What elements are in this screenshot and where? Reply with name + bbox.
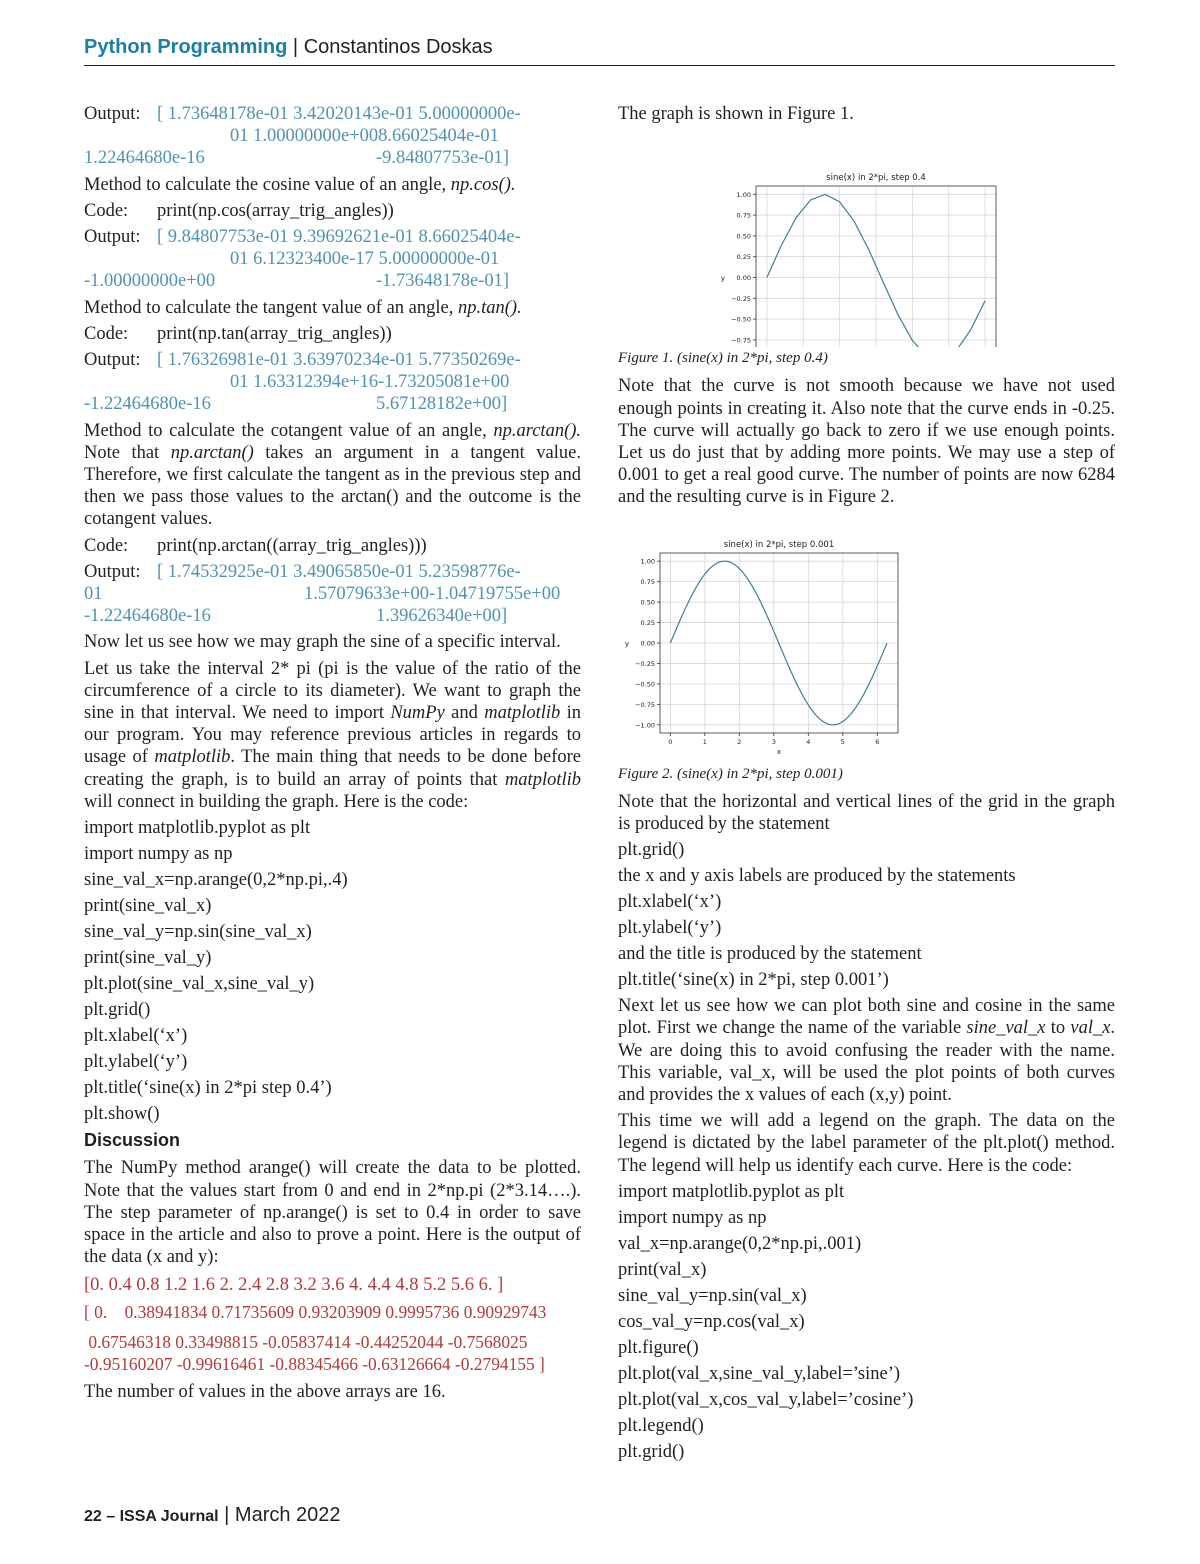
x-tick-label: 0 xyxy=(668,737,673,746)
x-tick-label: 2 xyxy=(737,737,742,746)
y-tick-label: 0.50 xyxy=(640,598,655,607)
y-tick-label: −1.00 xyxy=(635,720,655,729)
left-column xyxy=(84,103,581,1407)
figure-1-caption: Figure 1. (sine(x) in 2*pi, step 0.4) xyxy=(618,350,828,367)
code-line: plt.plot(val_x,cos_val_y,label=’cosine’) xyxy=(618,1389,914,1410)
legend-paragraph: This time we will add a legend on the graph. The data on the legend is dictated by the label parameter of the plt.plot() method. The legend will help us identify each curve. Here is the code: xyxy=(618,1111,1115,1176)
code-line: plt.grid() xyxy=(618,840,685,861)
chart-title: sine(x) in 2*pi, step 0.4 xyxy=(826,173,926,184)
code-line: import numpy as np xyxy=(618,1207,767,1228)
axis-labels-text: the x and y axis labels are produced by the statements xyxy=(618,866,1016,887)
output-block-sine xyxy=(84,103,581,170)
code-line: plt.plot(val_x,sine_val_y,label=’sine’) xyxy=(618,1363,901,1384)
output-line: 01 1.00000000e+008.66025404e-01 xyxy=(230,126,499,147)
code-line: val_x=np.arange(0,2*np.pi,.001) xyxy=(618,1233,862,1254)
code-listing-2 xyxy=(618,1181,1115,1463)
cos-method-text: Method to calculate the cosine value of an angle, np.cos(). xyxy=(84,174,516,195)
code-line: plt.xlabel(‘x’) xyxy=(84,1026,188,1047)
y-tick-label: −0.50 xyxy=(635,680,655,689)
x-axis-label: x xyxy=(776,747,782,755)
code-line: import matplotlib.pyplot as plt xyxy=(84,818,311,839)
y-tick-label: 0.75 xyxy=(736,211,751,220)
y-tick-label: 1.00 xyxy=(640,557,655,566)
output-line: -9.84807753e-01] xyxy=(376,148,510,169)
code-line: plt.title(‘sine(x) in 2*pi step 0.4’) xyxy=(84,1078,332,1099)
x-tick-label: 1 xyxy=(702,737,707,746)
code-line: plt.ylabel(‘y’) xyxy=(618,918,722,939)
figure-1-chart xyxy=(618,129,1115,347)
code-line: cos_val_y=np.cos(val_x) xyxy=(618,1311,805,1332)
tan-method-text: Method to calculate the tangent value of an angle, np.tan(). xyxy=(84,297,522,318)
header-separator: | xyxy=(292,36,299,58)
y-tick-label: 0.50 xyxy=(736,232,751,241)
output-block-tan: Output: [ 1.76326981e-01 3.63970234e-01 5.77350269e- 01 1.63312394e+16-1.73205081e+00 -1.22464680e-16 5.67128182e+00] xyxy=(84,350,521,415)
x-values-output: [0. 0.4 0.8 1.2 1.6 2. 2.4 2.8 3.2 3.6 4. 4.4 4.8 5.2 5.6 6. ] xyxy=(84,1275,504,1296)
curve-note-paragraph: Note that the curve is not smooth because we have not used enough points in creating it. Also note that the curve ends in -0.25. The curve will actually go back to zero if we use enough points. Let us do just that by adding more points. We may use a step of 0.001 to get a real good curve. The number of points are now 6284 and the resulting curve is in Figure 2. xyxy=(618,376,1115,508)
tan-code: Code: print(np.tan(array_trig_angles)) xyxy=(84,323,392,344)
discussion-heading: Discussion xyxy=(84,1130,181,1151)
output-line: [ 1.73648178e-01 3.42020143e-01 5.00000000e- xyxy=(157,104,521,124)
figure-2-caption: Figure 2. (sine(x) in 2*pi, step 0.001) xyxy=(618,765,843,782)
header-section-title: Python Programming xyxy=(84,36,288,58)
code-line: plt.ylabel(‘y’) xyxy=(84,1052,188,1073)
graph-intro: Now let us see how we may graph the sine of a specific interval. xyxy=(84,632,561,653)
y-axis-label: y xyxy=(720,274,726,283)
code-line: plt.grid() xyxy=(84,1000,151,1021)
code-line: plt.grid() xyxy=(618,1441,685,1462)
code-line: sine_val_y=np.sin(val_x) xyxy=(618,1285,807,1306)
y-tick-label: 0.00 xyxy=(640,639,655,648)
header-author: Constantinos Doskas xyxy=(303,36,493,58)
page-footer xyxy=(84,1502,341,1530)
code-listing-1 xyxy=(84,817,581,1125)
graph-shown-text: The graph is shown in Figure 1. xyxy=(618,104,854,124)
y-values-output: [ 0. 0.38941834 0.71735609 0.93203909 0.9995736 0.90929743 0.67546318 0.33498815 -0.05837414 -0.44252044 -0.7568025 -0.95160207 -0.99616461 -0.88345466 -0.63126664 -0.2794155 ] xyxy=(84,1301,547,1374)
code-line: plt.figure() xyxy=(618,1337,699,1358)
y-tick-label: 1.00 xyxy=(736,191,751,200)
discussion-paragraph: The NumPy method arange() will create the data to be plotted. Note that the values start from 0 and end in 2*np.pi (2*3.14….). The step parameter of np.arange() is set to 0.4 in order to save space in the article and also to prove a point. Here is the output of the data (x and y): xyxy=(84,1158,581,1268)
code-line: plt.legend() xyxy=(618,1415,704,1436)
y-tick-label: 0.25 xyxy=(736,253,751,262)
code-line: sine_val_y=np.sin(sine_val_x) xyxy=(84,922,312,943)
output-block-cot: Output: [ 1.74532925e-01 3.49065850e-01 5.23598776e- 01 1.57079633e+00-1.04719755e+00 -1.22464680e-16 1.39626340e+00] xyxy=(84,561,561,627)
cot-code: Code: print(np.arctan((array_trig_angles))) xyxy=(84,535,427,556)
cot-paragraph: Method to calculate the cotangent value of an angle, np.arctan(). Note that np.arctan() takes an argument in a tangent value. Therefore, we first calculate the tangent as in the previous step and then we pass those values to the arctan() and the outcome is the cotangent values. xyxy=(84,420,582,530)
code-line: import matplotlib.pyplot as plt xyxy=(618,1181,845,1202)
title-statement-text: and the title is produced by the statement xyxy=(618,944,922,965)
right-column xyxy=(618,103,1115,1467)
code-line: plt.title(‘sine(x) in 2*pi, step 0.001’) xyxy=(618,970,889,991)
code-line: plt.show() xyxy=(84,1104,160,1125)
next-paragraph: Next let us see how we can plot both sine and cosine in the same plot. First we change the name of the variable sine_val_x to val_x. We are doing this to avoid confusing the reader with the name. This variable, val_x, will be used the plot points of both curves and provides the x values of each (x,y) point. xyxy=(618,996,1116,1106)
interval-paragraph: Let us take the interval 2* pi (pi is the value of the ratio of the circumference of a circle to its diameter). We want to graph the sine in that interval. We need to import NumPy and matplotlib in our program. You may reference previous articles in regards to usage of matplotlib. The main thing that needs to be done before creating the graph, is to build an array of points that matplotlib will connect in building the graph. Here is the code: xyxy=(84,658,582,812)
code-line: import numpy as np xyxy=(84,844,233,865)
code-line: print(sine_val_x) xyxy=(84,896,212,917)
y-tick-label: 0.00 xyxy=(736,274,751,283)
y-tick-label: 0.75 xyxy=(640,577,655,586)
num-values-text: The number of values in the above arrays are 16. xyxy=(84,1382,446,1403)
output-label: Output: xyxy=(84,104,141,124)
code-line: sine_val_x=np.arange(0,2*np.pi,.4) xyxy=(84,870,348,891)
y-tick-label: 0.25 xyxy=(640,618,655,627)
code-line: plt.plot(sine_val_x,sine_val_y) xyxy=(84,974,315,995)
x-tick-label: 3 xyxy=(771,737,776,746)
x-tick-label: 4 xyxy=(806,737,811,746)
cos-code: Code: print(np.cos(array_trig_angles)) xyxy=(84,200,394,221)
chart-title: sine(x) in 2*pi, step 0.001 xyxy=(723,539,835,550)
code-line: plt.xlabel(‘x’) xyxy=(618,892,722,913)
y-tick-label: −0.75 xyxy=(635,700,655,709)
x-tick-label: 5 xyxy=(840,737,845,746)
footer-issue: March 2022 xyxy=(234,1504,341,1526)
y-axis-label: y xyxy=(624,639,630,648)
y-tick-label: −0.75 xyxy=(731,336,751,345)
footer-separator: | xyxy=(224,1504,230,1526)
output-block-cos: Output: [ 9.84807753e-01 9.39692621e-01 8.66025404e- 01 6.12323400e-17 5.00000000e-01 -1.00000000e+00 -1.73648178e-01] xyxy=(84,227,521,292)
x-tick-label: 6 xyxy=(875,737,880,746)
code-line: print(val_x) xyxy=(618,1259,707,1280)
footer-page-journal: 22 – ISSA Journal xyxy=(84,1508,219,1525)
figure-2-chart xyxy=(618,523,1115,755)
y-tick-label: −0.25 xyxy=(731,294,751,303)
output-line: 1.22464680e-16 xyxy=(84,148,205,169)
page-header xyxy=(84,34,1115,66)
y-tick-label: −0.50 xyxy=(731,315,751,324)
code-line: print(sine_val_y) xyxy=(84,948,212,969)
grid-note-paragraph: Note that the horizontal and vertical lines of the grid in the graph is produced by the statement xyxy=(618,791,1115,835)
y-tick-label: −0.25 xyxy=(635,659,655,668)
